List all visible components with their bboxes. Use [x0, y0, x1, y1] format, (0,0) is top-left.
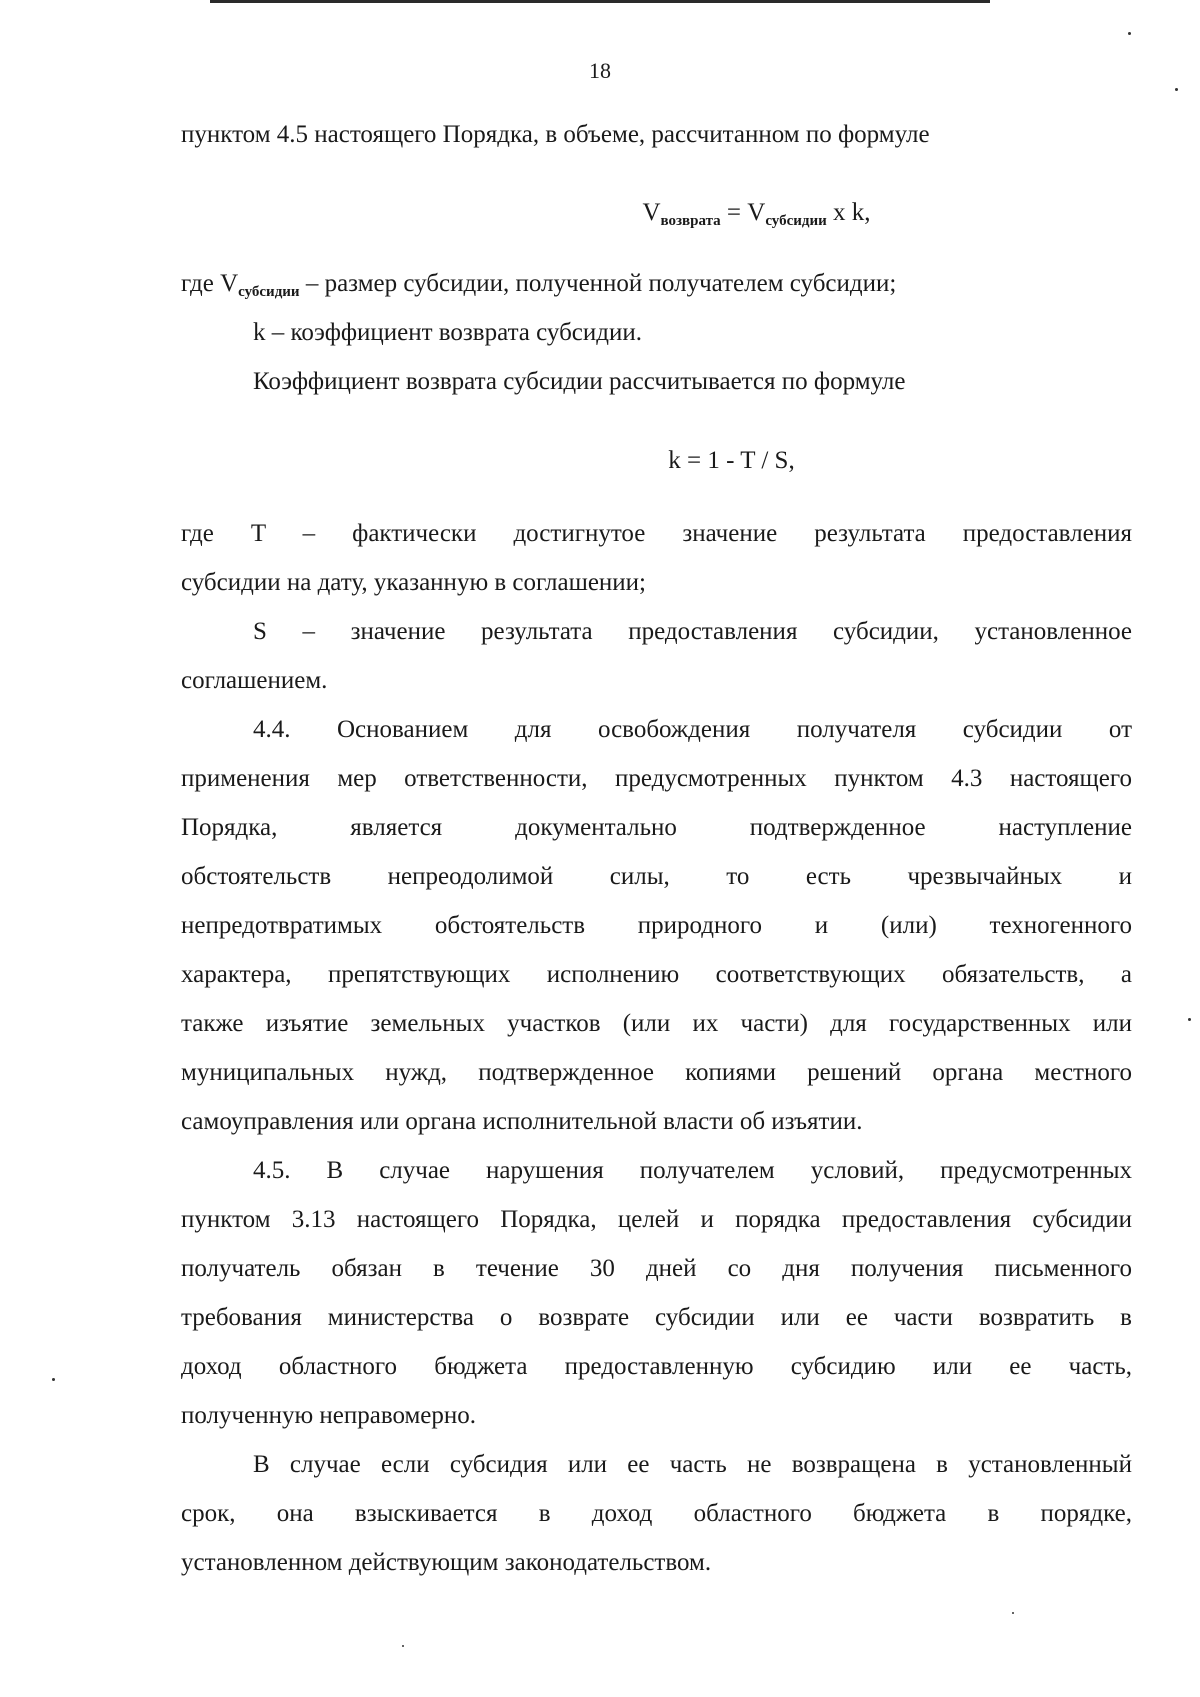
text-line: пунктом 3.13 настоящего Порядка, целей и порядка предоставления субсидии	[181, 1206, 1132, 1233]
paragraph-recovery	[181, 1440, 1132, 1587]
text-line: В случае если субсидия или ее часть не возвращена в установленный	[253, 1451, 1132, 1478]
text-line: 4.5. В случае нарушения получателем условий, предусмотренных	[253, 1157, 1132, 1184]
text-line: требования министерства о возврате субсидии или ее части возвратить в	[181, 1304, 1132, 1331]
formula-coefficient: k = 1 - T / S,	[668, 447, 795, 474]
paragraph-k-definition: k – коэффициент возврата субсидии.	[253, 319, 643, 346]
text-line: непредотвратимых обстоятельств природного и (или) техногенного	[181, 912, 1132, 939]
scan-speck	[1012, 1612, 1014, 1614]
text-line: также изъятие земельных участков (или их части) для государственных или	[181, 1010, 1132, 1037]
text-line: где T – фактически достигнутое значение результата предоставления	[181, 520, 1132, 547]
text-line: обстоятельств непреодолимой силы, то есть чрезвычайных и	[181, 863, 1132, 890]
paragraph-where-t	[181, 509, 1132, 607]
text-line: Порядка, является документально подтвержденное наступление	[181, 814, 1132, 841]
text-line: срок, она взыскивается в доход областного бюджета в порядке,	[181, 1500, 1132, 1527]
text-line: S – значение результата предоставления субсидии, установленное	[253, 618, 1132, 645]
text-line: применения мер ответственности, предусмотренных пунктом 4.3 настоящего	[181, 765, 1132, 792]
scan-speck	[1175, 88, 1178, 91]
text-line: полученную неправомерно.	[181, 1402, 477, 1429]
where-v-subscript: субсидии	[238, 284, 300, 300]
formula-subscript-subsidy: субсидии	[765, 213, 827, 229]
text-line: получатель обязан в течение 30 дней со дня получения письменного	[181, 1255, 1132, 1282]
text-line: самоуправления или органа исполнительной власти об изъятии.	[181, 1108, 863, 1135]
scan-speck	[1128, 32, 1131, 35]
document-body	[181, 110, 1132, 1587]
text-line: муниципальных нужд, подтвержденное копиями решений органа местного	[181, 1059, 1132, 1086]
paragraph-coefficient-intro: Коэффициент возврата субсидии рассчитывается по формуле	[253, 368, 906, 395]
formula-v-symbol: V	[642, 199, 661, 226]
formula-equals-v: = V	[720, 199, 766, 226]
paragraph-s-definition	[181, 607, 1132, 705]
scan-speck	[1188, 1018, 1191, 1021]
formula-times-k: x k,	[826, 199, 871, 226]
page-top-rule	[210, 0, 990, 3]
paragraph-4-4	[181, 705, 1132, 1146]
formula-return-volume	[181, 188, 1132, 237]
formula-subscript-return: возврата	[660, 213, 721, 229]
text-line: доход областного бюджета предоставленную субсидию или ее часть,	[181, 1353, 1132, 1380]
scan-speck	[402, 1645, 404, 1647]
text-line: характера, препятствующих исполнению соответствующих обязательств, а	[181, 961, 1132, 988]
text-line: установленном действующим законодательством.	[181, 1549, 712, 1576]
where-v-text: – размер субсидии, полученной получателем субсидии;	[299, 270, 897, 297]
text-line: соглашением.	[181, 667, 328, 694]
paragraph-where-v	[181, 259, 1132, 308]
text-line: 4.4. Основанием для освобождения получателя субсидии от	[253, 716, 1132, 743]
text-line: субсидии на дату, указанную в соглашении;	[181, 569, 647, 596]
paragraph-4-5	[181, 1146, 1132, 1440]
paragraph-intro: пунктом 4.5 настоящего Порядка, в объеме, рассчитанном по формуле	[181, 121, 930, 148]
page-number: 18	[589, 58, 611, 83]
scan-speck	[52, 1378, 55, 1381]
where-v-prefix: где V	[181, 270, 239, 297]
